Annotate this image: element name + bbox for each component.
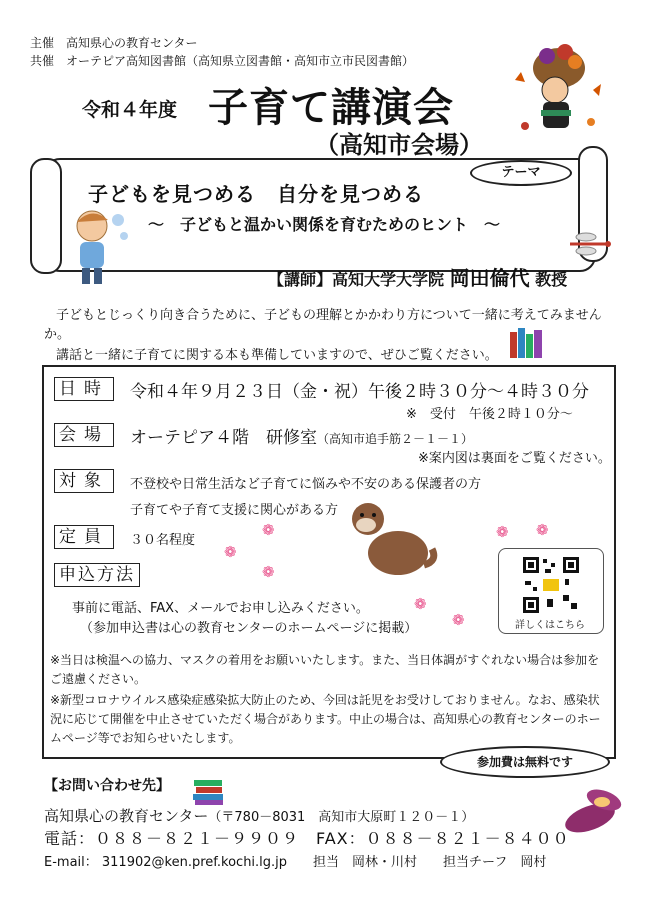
contact-email: E-mail： 311902@ken.pref.kochi.lg.jp 担当 岡林・川村 担当チーフ 岡村 xyxy=(44,855,547,870)
dragonfly-illustration xyxy=(566,228,614,258)
qr-code-icon xyxy=(521,555,581,615)
lecturer-title: 教授 xyxy=(535,270,568,289)
date-label: 日時 xyxy=(54,377,114,401)
host-line: 主催 高知県心の教育センター xyxy=(30,36,198,50)
title-venue: （高知市会場） xyxy=(315,131,483,159)
books-stack-icon xyxy=(192,778,226,806)
contact-heading: 【お問い合わせ先】 xyxy=(44,778,170,794)
intro-paragraph-1: 子どもとじっくり向き合うために、子どもの理解とかかわり方について一緒に考えてみませんか。 xyxy=(44,308,602,342)
apply-line-2: （参加申込書は心の教育センターのホームページに掲載） xyxy=(80,621,418,636)
place-label: 会場 xyxy=(54,423,114,447)
theme-sub: ～ 子どもと温かい関係を育むためのヒント ～ xyxy=(148,215,501,234)
note-1: ※当日は検温への協力、マスクの着用をお願いいたします。また、当日体調がすぐれない場合は参加をご遠慮ください。 xyxy=(50,653,600,686)
scroll-curl-left xyxy=(30,158,62,274)
place-value xyxy=(130,423,473,448)
page-title: 子育て講演会 xyxy=(208,85,454,131)
reception-time: ※ 受付 午後２時１０分～ xyxy=(406,407,573,422)
mascot-illustration xyxy=(505,32,610,142)
center-name: 高知県心の教育センター xyxy=(44,807,209,825)
intro-paragraph-2: 講話と一緒に子育てに関する本も準備していますので、ぜひご覧ください。 xyxy=(56,348,498,363)
capacity-label: 定員 xyxy=(54,525,114,549)
otter-illustration xyxy=(346,495,438,581)
paw-print-icon: ❁ xyxy=(414,595,427,613)
lecturer-name: 岡田倫代 xyxy=(449,266,530,290)
paw-print-icon: ❁ xyxy=(496,523,509,541)
qr-caption: 詳しくはこちら xyxy=(515,620,585,631)
fee-badge: 参加費は無料です xyxy=(440,746,610,778)
apply-line-1: 事前に電話、FAX、メールでお申し込みください。 xyxy=(72,601,369,616)
child-illustration xyxy=(62,206,132,288)
date-value: 令和４年９月２３日（金・祝）午後２時３０分～４時３０分 xyxy=(130,382,589,402)
apply-label: 申込方法 xyxy=(54,563,140,587)
target-line-1: 不登校や日常生活など子育てに悩みや不安のある保護者の方 xyxy=(130,477,482,492)
note-2: ※新型コロナウイルス感染症感染拡大防止のため、今回は託児をお受けしておりません。なお、感染状況に応じて開催を中止させていただく場合があります。中止の場合は、高知県心の教育センターのホームページ等でお知らせいたします。 xyxy=(50,693,601,745)
contact-center xyxy=(44,805,474,826)
center-address: （〒780－8031 高知市大原町１２０－１） xyxy=(208,810,475,825)
paw-print-icon: ❁ xyxy=(262,521,275,539)
paw-print-icon: ❁ xyxy=(262,563,275,581)
contact-phone-fax: 電話：０８８－８２１－９９０９ FAX：０８８－８２１－８４００ xyxy=(44,829,570,848)
target-label: 対象 xyxy=(54,469,114,493)
lecturer-prefix: 【講師】高知大学大学院 xyxy=(268,270,445,289)
sweet-potato-illustration xyxy=(560,780,630,840)
paw-print-icon: ❁ xyxy=(536,521,549,539)
title-year: 令和４年度 xyxy=(82,99,178,121)
cohost-line: 共催 オーテピア高知図書館（高知県立図書館・高知市立市民図書館） xyxy=(30,54,415,68)
theme-main: 子どもを見つめる 自分を見つめる xyxy=(88,182,424,206)
map-note: ※案内図は裏面をご覧ください。 xyxy=(418,451,611,466)
paw-print-icon: ❁ xyxy=(224,543,237,561)
place-address: （高知市追手筋２－１－１） xyxy=(317,432,474,446)
lecturer-line xyxy=(268,262,567,291)
capacity-value: ３０名程度 xyxy=(130,533,196,548)
theme-tag: テーマ xyxy=(470,160,572,186)
place-name: オーテピア４階 研修室 xyxy=(130,428,317,448)
books-icon xyxy=(508,326,548,360)
paw-print-icon: ❁ xyxy=(452,611,465,629)
target-line-2: 子育てや子育て支援に関心がある方 xyxy=(130,503,339,518)
